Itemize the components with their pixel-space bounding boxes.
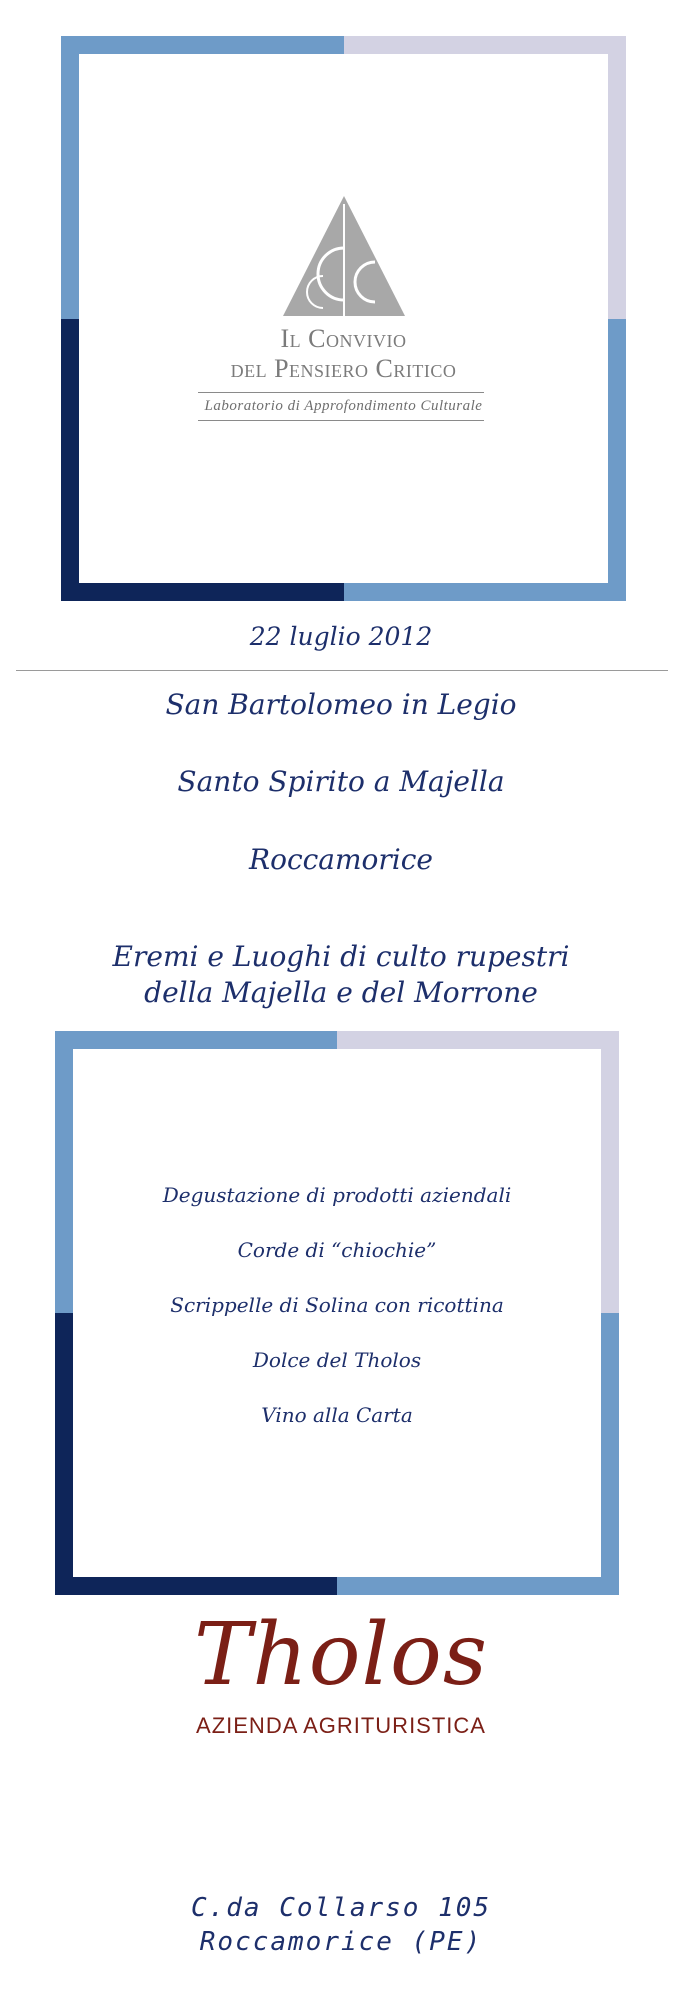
menu-item: Degustazione di prodotti aziendali [162, 1183, 512, 1207]
tholos-wordmark: Tholos [194, 1605, 488, 1705]
logo-rule-top [198, 392, 484, 393]
event-theme-line-1: Eremi e Luoghi di culto rupestri [112, 940, 570, 973]
logo-title-line-2: del Pensiero Critico [230, 354, 457, 383]
divider-line [16, 670, 668, 671]
place-name: San Bartolomeo in Legio [165, 688, 517, 721]
menu-item: Scrippelle di Solina con ricottina [170, 1293, 504, 1317]
menu-item: Dolce del Tholos [252, 1348, 422, 1372]
tholos-logo [0, 1605, 682, 1745]
logo-title-line-1: Il Convivio [280, 324, 407, 353]
logo-tagline: Laboratorio di Approfondimento Culturale [204, 398, 483, 414]
address-line-1: C.da Collarso 105 [190, 1893, 492, 1923]
logo-rule-bottom [198, 420, 484, 421]
place-name: Santo Spirito a Majella [177, 765, 505, 798]
event-date: 22 luglio 2012 [249, 622, 433, 651]
menu-item: Vino alla Carta [261, 1403, 413, 1427]
event-theme-line-2: della Majella e del Morrone [144, 976, 538, 1009]
tholos-subtitle: AZIENDA AGRITURISTICA [196, 1713, 486, 1738]
convivio-logo [61, 36, 626, 601]
place-name: Roccamorice [249, 843, 433, 876]
address-line-2: Roccamorice (PE) [199, 1927, 483, 1957]
menu-item: Corde di “chiochie” [237, 1238, 437, 1262]
